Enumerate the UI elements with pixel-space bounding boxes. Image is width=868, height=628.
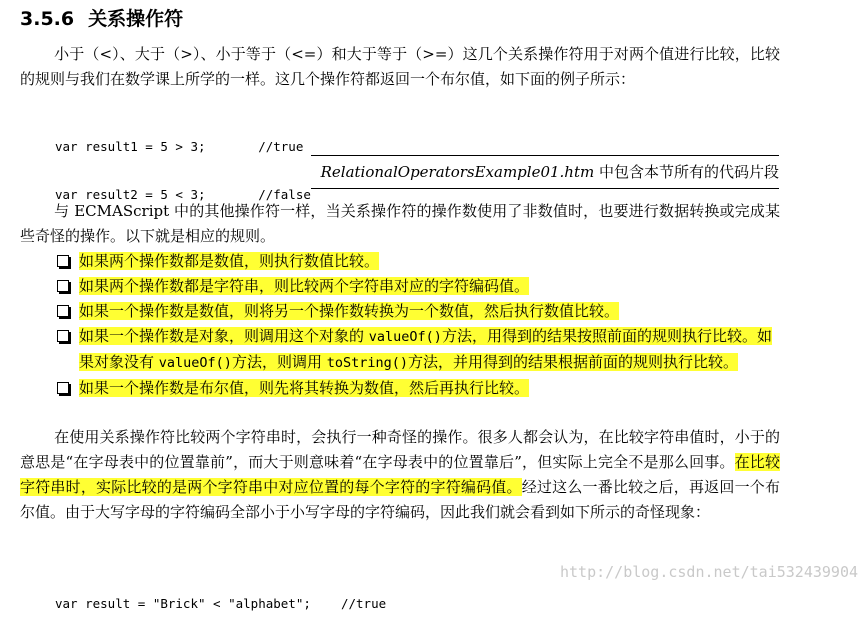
strings-text: 在使用关系操作符比较两个字符串时，会执行一种奇怪的操作。很多人都会认为，在比较字符串值时，小于的意思是“在字母表中的位置靠前”，而大于则意味着“在字母表中的位置靠后”，但实际上完全不是那么回事。 <box>20 428 780 471</box>
checkbox-bullet-icon <box>57 255 69 267</box>
rules-intro-text: 与 ECMAScript 中的其他操作符一样，当关系操作符的操作数使用了非数值时，也要进行数据转换或完成某些奇怪的操作。以下就是相应的规则。 <box>20 202 780 245</box>
rule-text-part: 方法，则调用 <box>231 353 327 371</box>
checkbox-bullet-icon <box>57 280 69 292</box>
inline-code: valueOf() <box>158 355 232 371</box>
rule-text: 如果两个操作数都是数值，则执行数值比较。 <box>79 252 380 270</box>
intro-text: 小于（<）、大于（>）、小于等于（<=）和大于等于（>=）这几个关系操作符用于对两个值进行比较，比较的规则与我们在数学课上所学的一样。这几个操作符都返回一个布尔值，如下面的例子所示： <box>20 45 780 88</box>
code-line: var result1 = 5 > 3; //true <box>55 139 304 154</box>
checkbox-bullet-icon <box>57 382 69 394</box>
list-item <box>55 324 781 376</box>
rules-intro-paragraph <box>20 199 780 249</box>
rule-text: 如果两个操作数都是字符串，则比较两个字符串对应的字符编码值。 <box>79 277 530 295</box>
intro-paragraph <box>20 42 780 92</box>
rule-text-part: 如果一个操作数是对象，则调用这个对象的 <box>79 327 369 345</box>
inline-code: valueOf() <box>368 329 442 345</box>
list-item <box>55 299 781 324</box>
code-line: var result2 = 5 < 3; //false <box>55 187 311 202</box>
list-item <box>55 274 781 299</box>
strings-paragraph <box>20 425 780 525</box>
source-note <box>311 155 779 189</box>
watermark: http://blog.csdn.net/tai532439904 <box>559 563 858 581</box>
section-number: 3.5.6 <box>20 8 75 30</box>
list-item <box>55 249 781 274</box>
section-heading <box>20 4 183 31</box>
rule-text: 如果一个操作数是布尔值，则先将其转换为数值，然后再执行比较。 <box>79 379 530 397</box>
rule-text <box>79 327 772 371</box>
code-block-2 <box>55 564 386 628</box>
checkbox-bullet-icon <box>57 305 69 317</box>
checkbox-bullet-icon <box>57 330 69 342</box>
rules-list <box>55 249 781 401</box>
inline-code: toString() <box>326 355 408 371</box>
list-item <box>55 376 781 401</box>
source-file-name: RelationalOperatorsExample01.htm <box>320 163 595 181</box>
rule-text: 如果一个操作数是数值，则将另一个操作数转换为一个数值，然后执行数值比较。 <box>79 302 620 320</box>
rule-text-part: 方法，用得到的结果按照前面的规则执行比较。如果对象没有 <box>79 327 772 371</box>
code-line: var result = "Brick" < "alphabet"; //true <box>55 596 387 611</box>
section-title: 关系操作符 <box>88 8 184 30</box>
strings-text-end: 经过这么一番比较之后，再返回一个布尔值。由于大写字母的字符编码全部小于小写字母的字符编码，因此我们就会看到如下所示的奇怪现象： <box>20 478 780 521</box>
strings-highlight-text: 在比较字符串时，实际比较的是两个字符串中对应位置的每个字符的字符编码值。 <box>20 453 780 496</box>
rule-text-part: 方法，并用得到的结果根据前面的规则执行比较。 <box>408 353 739 371</box>
source-note-text: 中包含本节所有的代码片段 <box>594 163 779 181</box>
